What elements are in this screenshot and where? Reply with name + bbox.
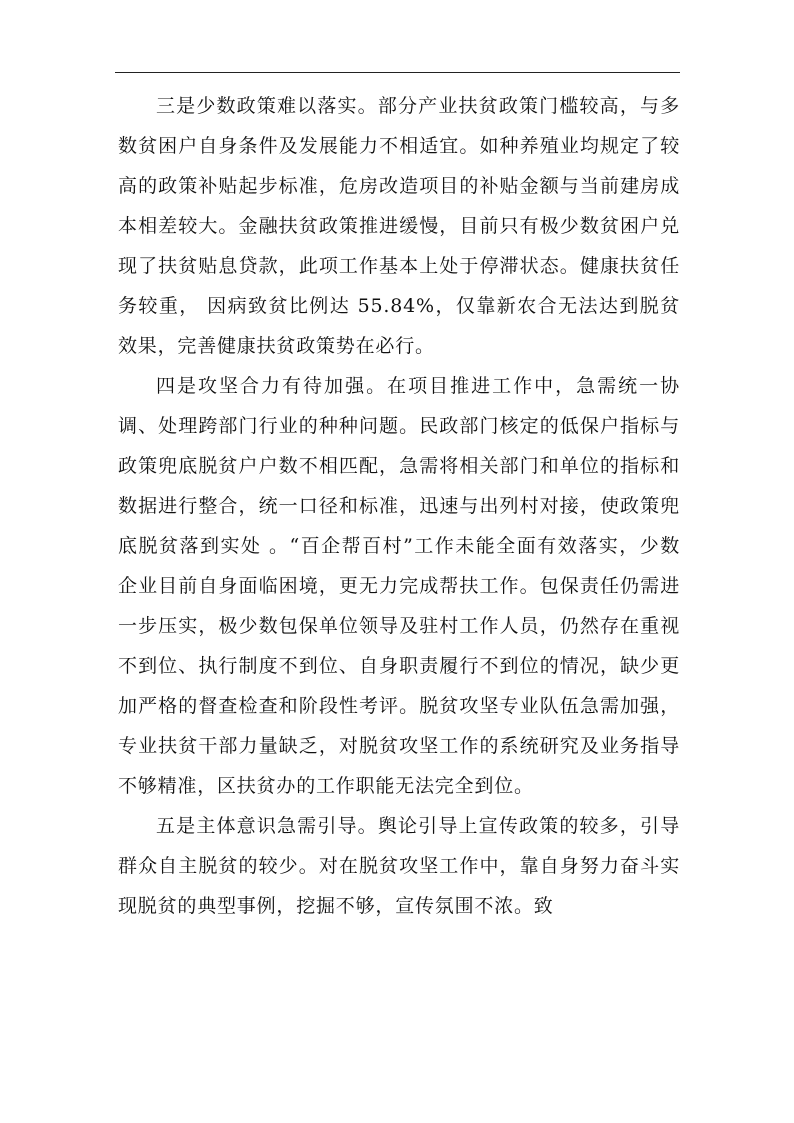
paragraph-joint-efforts: 四是攻坚合力有待加强。在项目推进工作中，急需统一协调、处理跨部门行业的种种问题。民政部门核定的低保户指标与政策兜底脱贫户户数不相匹配，急需将相关部门和单位的指标和数据进行整合，统一口径和标准，迅速与出列村对接，使政策兜底脱贫落到实处 。“百企帮百村”工作未能全面有效落实，少数企业目前自身面临困境，更无力完成帮扶工作。包保责任仍需进一步压实，极少数包保单位领导及驻村工作人员，仍然存在重视不到位、执行制度不到位、自身职责履行不到位的情况，缺少更加严格的督查检查和阶段性考评。脱贫攻坚专业队伍急需加强，专业扶贫干部力量缺乏，对脱贫攻坚工作的系统研究及业务指导不够精准，区扶贫办的工作职能无法完全到位。: [118, 375, 680, 797]
document-body: [118, 86, 680, 926]
paragraph-policy-implementation: 三是少数政策难以落实。部分产业扶贫政策门槛较高，与多数贫困户自身条件及发展能力不相适宜。如种养殖业均规定了较高的政策补贴起步标准，危房改造项目的补贴金额与当前建房成本相差较大。金融扶贫政策推进缓慢，目前只有极少数贫困户兑现了扶贫贴息贷款，此项工作基本上处于停滞状态。健康扶贫任务较重， 因病致贫比例达 55.84%，仅靠新农合无法达到脱贫效果，完善健康扶贫政策势在必行。: [118, 95, 680, 357]
header-rule: [115, 72, 680, 73]
paragraph-subject-awareness: 五是主体意识急需引导。舆论引导上宣传政策的较多，引导群众自主脱贫的较少。对在脱贫攻坚工作中，靠自身努力奋斗实现脱贫的典型事例，挖掘不够，宣传氛围不浓。致: [118, 815, 680, 917]
